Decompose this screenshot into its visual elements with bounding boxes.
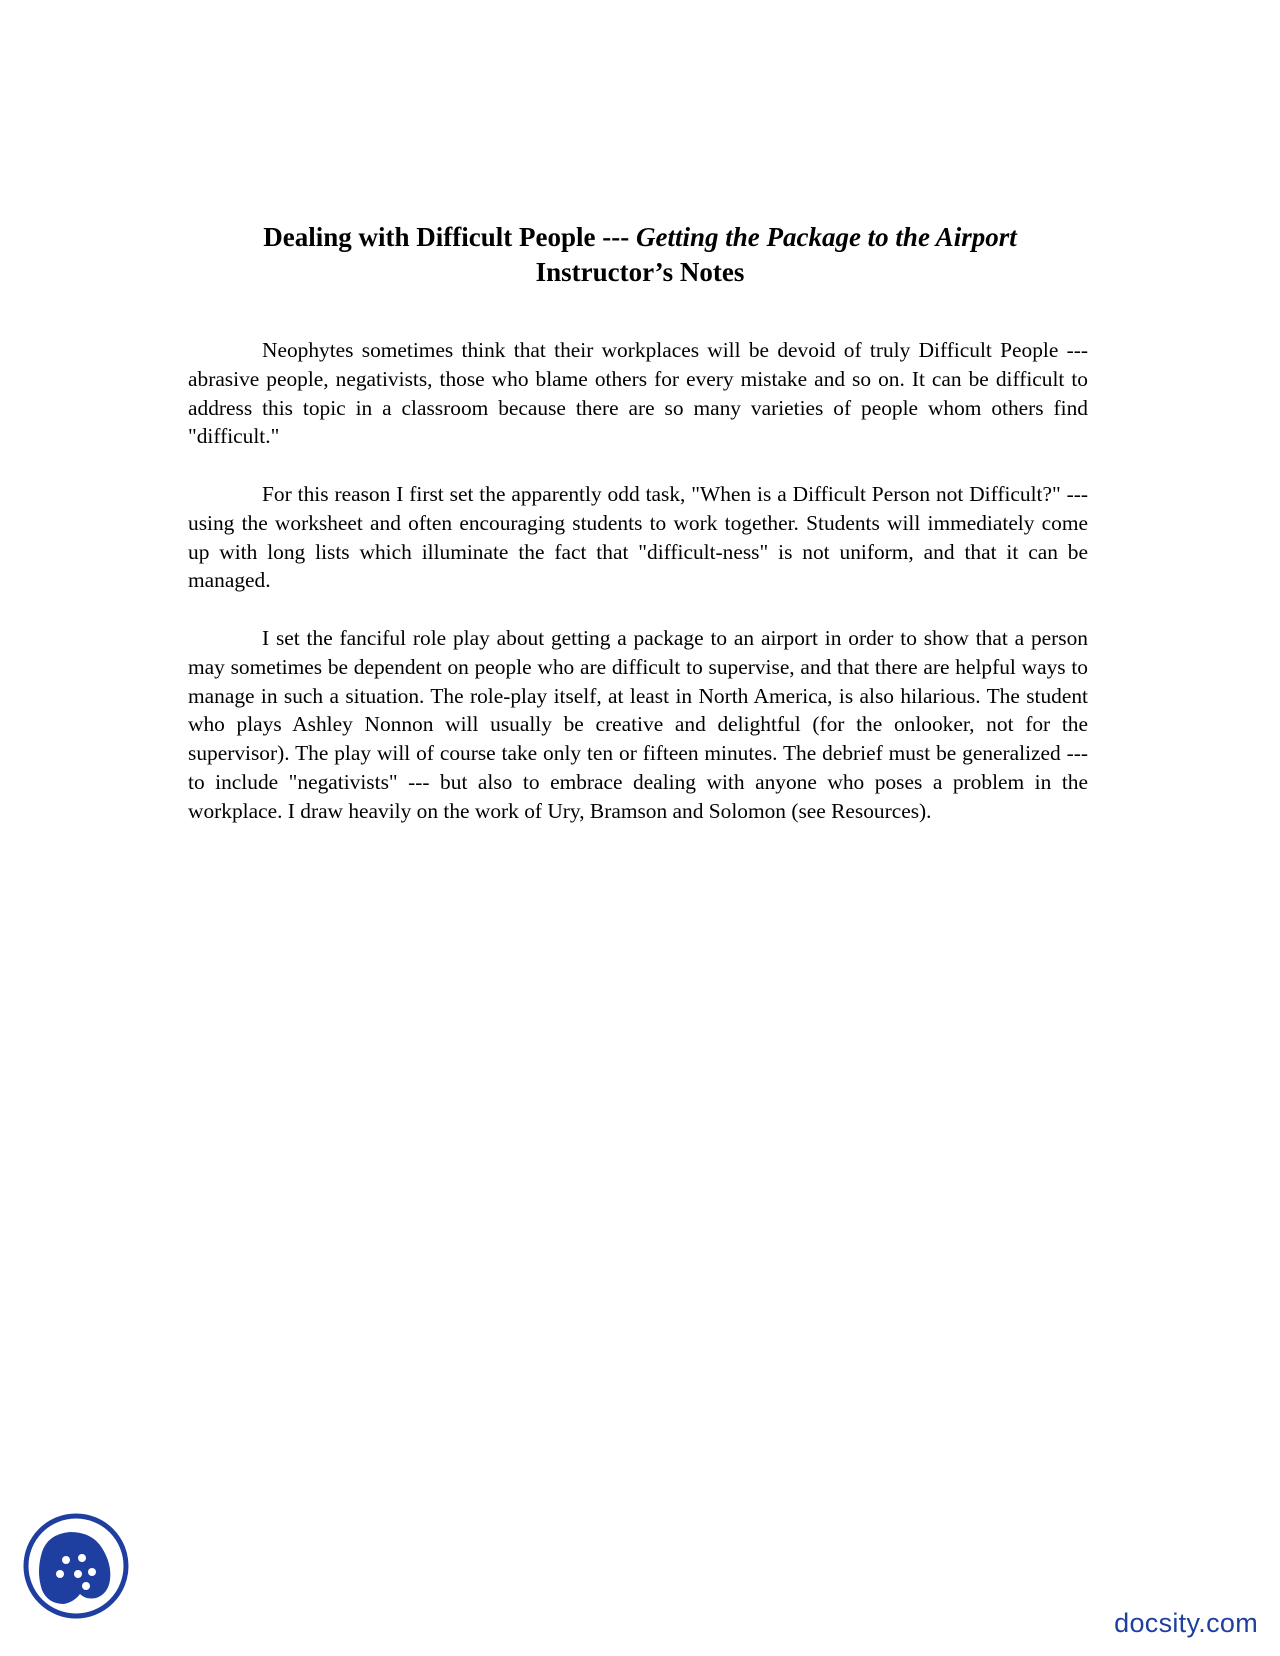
paragraph: Neophytes sometimes think that their workplaces will be devoid of truly Difficult People --- abrasive people, negativists, those who blame others for every mistake and so on. It can be difficult to address this topic in a classroom because there are so many varieties of people whom others find "difficult." <box>188 338 1088 449</box>
title-block <box>150 220 1130 290</box>
document-subtitle: Instructor’s Notes <box>535 257 745 287</box>
docsity-logo-icon <box>22 1512 130 1620</box>
title-prefix: Dealing with Difficult People --- <box>263 222 636 252</box>
paragraph: I set the fanciful role play about getting a package to an airport in order to show that a person may sometimes be dependent on people who are difficult to supervise, and that there are helpful ways to manage in such a situation. The role-play itself, at least in North America, is also hilarious. The student who plays Ashley Nonnon will usually be creative and delightful (for the onlooker, not for the supervisor). The play will of course take only ten or fifteen minutes. The debrief must be generalized --- to include "negativists" --- but also to embrace dealing with anyone who poses a problem in the workplace. I draw heavily on the work of Ury, Bramson and Solomon (see Resources). <box>188 625 1088 823</box>
document-title <box>150 220 1130 255</box>
docsity-brand-text[interactable]: docsity.com <box>1114 1608 1258 1638</box>
body-text <box>188 336 1088 854</box>
title-italic: Getting the Package to the Airport <box>635 222 1017 252</box>
paragraph: For this reason I first set the apparently odd task, "When is a Difficult Person not Difficult?" --- using the worksheet and often encouraging students to work together. Students will immediately come up with long lists which illuminate the fact that "difficult-ness" is not uniform, and that it can be managed. <box>188 481 1088 593</box>
